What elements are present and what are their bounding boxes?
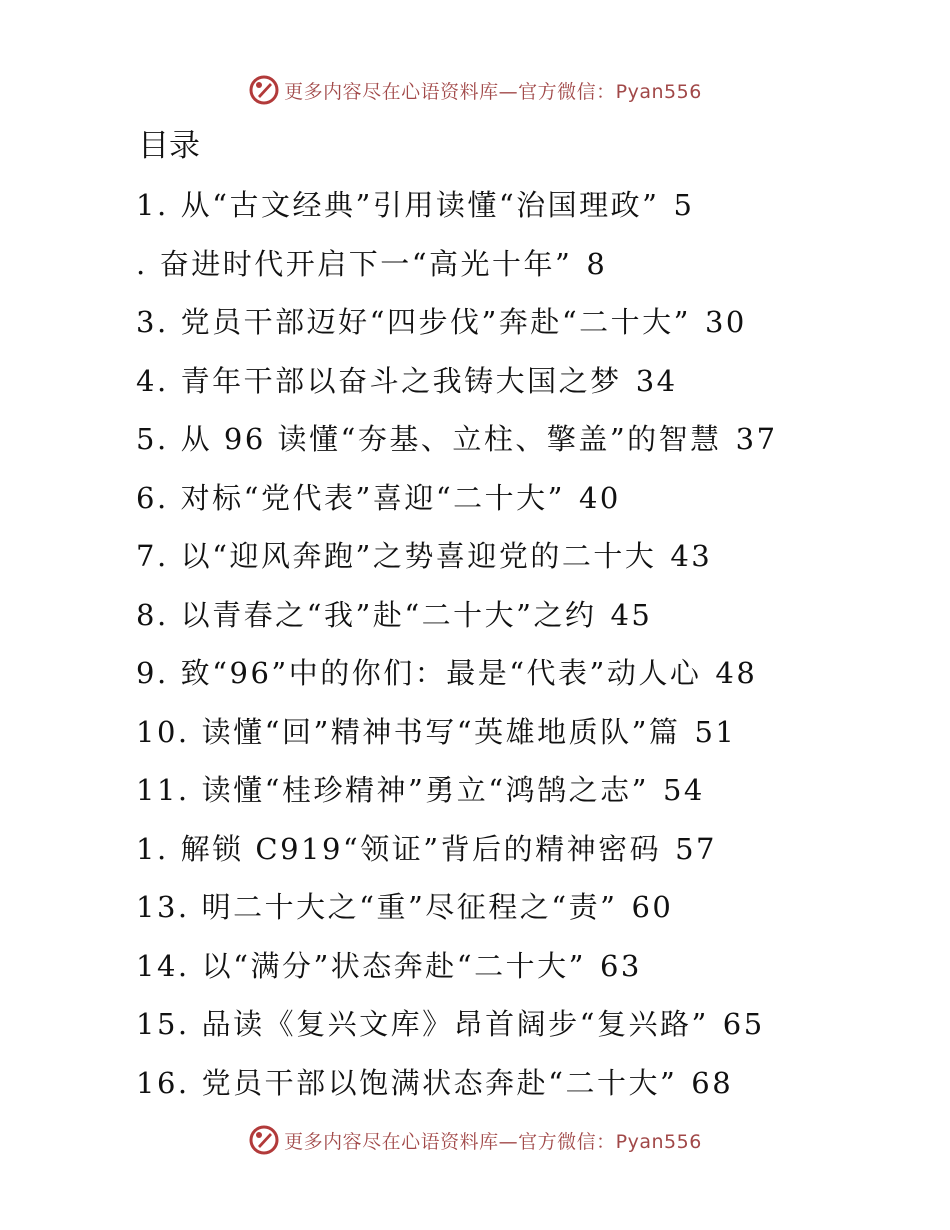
toc-item-page: 34 — [635, 363, 678, 398]
toc-item-page: 5 — [673, 188, 695, 222]
toc-item — [136, 709, 778, 768]
toc-item-number: 15. — [136, 1007, 190, 1041]
toc-item — [136, 1060, 778, 1119]
toc-item — [136, 1001, 778, 1060]
toc-item-page: 37 — [735, 422, 778, 456]
toc-item-page: 65 — [722, 1007, 765, 1041]
toc-item — [136, 767, 778, 826]
toc-item — [136, 826, 778, 885]
toc-item-number: . — [136, 246, 148, 281]
toc-item — [136, 650, 778, 709]
toc-item-page: 40 — [578, 480, 621, 515]
toc-list — [136, 182, 778, 1118]
toc-item — [136, 475, 778, 534]
toc-item-number: 7. — [136, 539, 169, 573]
toc-item-title: 明二十大之“重”尽征程之“责” — [201, 890, 618, 924]
toc-item — [136, 358, 778, 417]
toc-item — [136, 416, 778, 475]
toc-item-number: 10. — [136, 714, 190, 749]
toc-item — [136, 241, 778, 300]
toc-item-title: 奋进时代开启下一“高光十年” — [159, 246, 573, 281]
footer-banner — [0, 1120, 950, 1160]
toc-item — [136, 943, 778, 1002]
toc-item-number: 4. — [136, 363, 169, 398]
toc-item-page: 43 — [670, 539, 713, 573]
toc-item-title: 致“96”中的你们：最是“代表”动人心 — [180, 656, 702, 690]
toc-item-page: 60 — [631, 890, 674, 924]
toc-item-number: 3. — [136, 305, 169, 339]
toc-item-page: 57 — [675, 831, 717, 866]
toc-item-page: 54 — [662, 773, 705, 807]
header-banner-text: 更多内容尽在心语资料库—官方微信：Pyan556 — [284, 80, 702, 103]
toc-item-page: 8 — [586, 246, 608, 281]
toc-item — [136, 299, 778, 358]
toc-item-page: 30 — [704, 305, 747, 339]
toc-item-number: 1. — [136, 831, 169, 866]
toc-item-number: 8. — [136, 597, 169, 632]
toc-item-page: 51 — [694, 714, 737, 749]
toc-item-title: 读懂“桂珍精神”勇立“鸿鹄之志” — [201, 773, 649, 807]
toc-item-title: 党员干部迈好“四步伐”奔赴“二十大” — [180, 305, 691, 339]
toc-item-number: 13. — [136, 890, 190, 924]
toc-item-number: 1. — [136, 188, 169, 222]
page-title: 目录 — [138, 128, 200, 164]
toc-item-number: 9. — [136, 656, 169, 690]
toc-item — [136, 592, 778, 651]
toc-item-title: 青年干部以奋斗之我铸大国之梦 — [180, 363, 622, 398]
toc-item-title: 以“满分”状态奔赴“二十大” — [201, 948, 586, 983]
toc-item — [136, 884, 778, 943]
toc-item-title: 品读《复兴文库》昂首阔步“复兴路” — [201, 1007, 709, 1041]
toc-item-page: 48 — [715, 656, 758, 690]
toc-item-title: 以青春之“我”赴“二十大”之约 — [180, 597, 597, 632]
toc-item-number: 6. — [136, 480, 169, 515]
toc-item-page: 45 — [610, 597, 653, 632]
toc-item-number: 5. — [136, 422, 169, 456]
toc-item-title: 党员干部以饱满状态奔赴“二十大” — [201, 1065, 678, 1100]
toc-item-number: 16. — [136, 1065, 190, 1100]
toc-item-page: 68 — [691, 1065, 734, 1100]
seal-logo-icon — [248, 74, 280, 106]
toc-item-title: 从“古文经典”引用读懂“治国理政” — [180, 188, 660, 222]
footer-banner-text: 更多内容尽在心语资料库—官方微信：Pyan556 — [284, 1130, 702, 1153]
toc-item-number: 11. — [136, 773, 190, 807]
toc-item — [136, 182, 778, 241]
header-banner — [0, 70, 950, 110]
toc-item-title: 以“迎风奔跑”之势喜迎党的二十大 — [180, 539, 657, 573]
toc-item-title: 从 96 读懂“夯基、立柱、擎盖”的智慧 — [180, 422, 722, 456]
seal-logo-icon — [248, 1124, 280, 1156]
toc-item-title: 对标“党代表”喜迎“二十大” — [180, 480, 565, 515]
toc-item — [136, 533, 778, 592]
toc-item-title: 解锁 C919“领证”背后的精神密码 — [180, 831, 662, 866]
toc-item-page: 63 — [599, 948, 642, 983]
toc-item-number: 14. — [136, 948, 190, 983]
toc-item-title: 读懂“回”精神书写“英雄地质队”篇 — [201, 714, 681, 749]
